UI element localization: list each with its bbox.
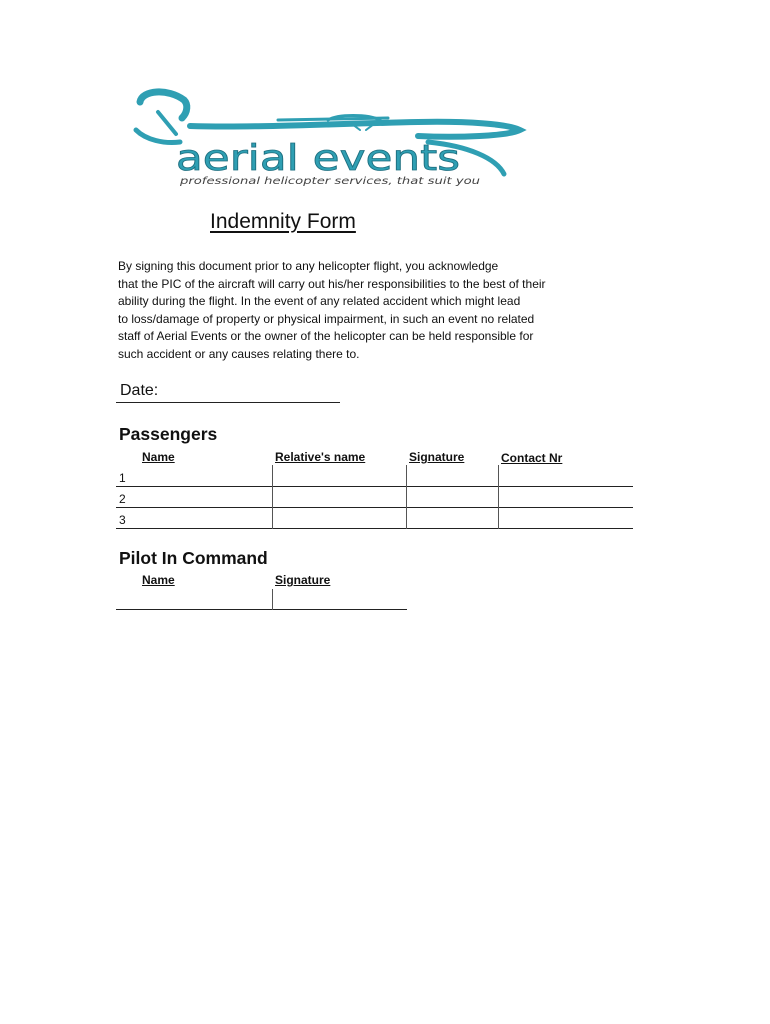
passenger-row-number: 2 xyxy=(119,492,126,506)
passengers-col-name: Name xyxy=(142,450,175,464)
pilot-col-signature: Signature xyxy=(275,573,331,587)
paragraph-line: such accident or any causes relating there to. xyxy=(118,347,360,361)
date-label: Date: xyxy=(120,382,159,399)
passenger-row-number: 1 xyxy=(119,471,126,485)
passengers-col-relatives-name: Relative's name xyxy=(275,450,366,464)
pilot-col-name: Name xyxy=(142,573,175,587)
logo-tagline: professional helicopter services, that suit you xyxy=(178,176,480,187)
column-divider xyxy=(498,465,499,529)
aerial-events-logo xyxy=(128,84,530,190)
paragraph-line: staff of Aerial Events or the owner of the helicopter can be held responsible for xyxy=(118,329,534,343)
passenger-row-line xyxy=(116,486,633,487)
passenger-row-line xyxy=(116,507,633,508)
passengers-heading: Passengers xyxy=(119,424,218,444)
logo-wordmark: aerial events xyxy=(176,138,460,179)
paragraph-line: By signing this document prior to any helicopter flight, you acknowledge xyxy=(118,259,499,273)
passengers-col-contact-nr: Contact Nr xyxy=(501,451,563,465)
pilot-row-line xyxy=(116,609,407,610)
paragraph-line: ability during the flight. In the event of any related accident which might lead xyxy=(118,294,521,308)
date-field[interactable] xyxy=(116,402,340,403)
column-divider xyxy=(272,465,273,529)
paragraph-line: to loss/damage of property or physical impairment, in such an event no related xyxy=(118,312,535,326)
paragraph-line: that the PIC of the aircraft will carry out his/her responsibilities to the best of their xyxy=(118,277,546,291)
passenger-row-line xyxy=(116,528,633,529)
column-divider xyxy=(406,465,407,529)
column-divider xyxy=(272,589,273,610)
pilot-heading: Pilot In Command xyxy=(119,548,268,568)
passengers-col-signature: Signature xyxy=(409,450,465,464)
form-title: Indemnity Form xyxy=(210,210,356,233)
passenger-row-number: 3 xyxy=(119,513,126,527)
